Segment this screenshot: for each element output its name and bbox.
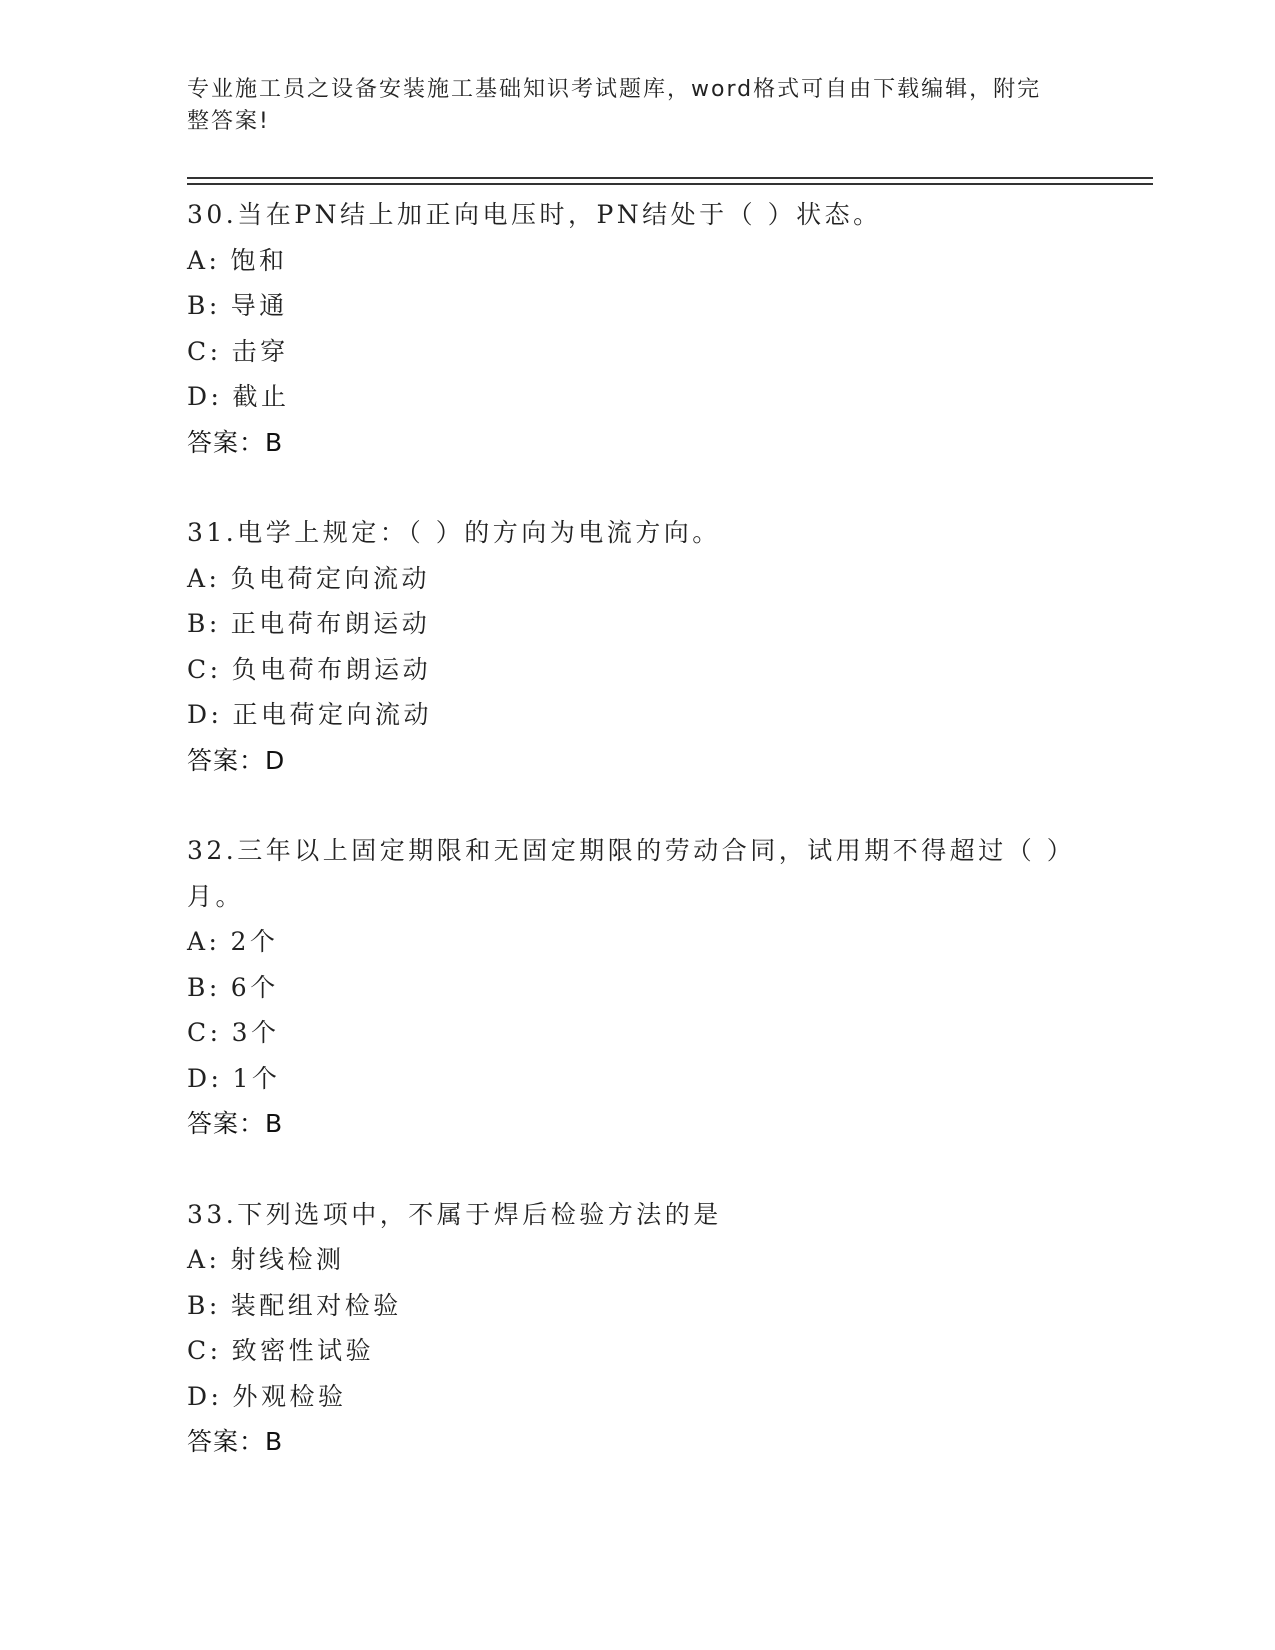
option-letter: A:	[187, 245, 221, 275]
question-stem: 33.下列选项中，不属于焊后检验方法的是	[187, 1199, 722, 1229]
answer-line: 答案：D	[187, 745, 286, 775]
option-c	[187, 647, 1087, 693]
option-letter: D:	[187, 382, 223, 411]
question-stem: 32.三年以上固定期限和无固定期限的劳动合同，试用期不得超过（ ）月。	[187, 836, 1076, 911]
option-letter: D:	[187, 700, 223, 729]
answer-line: 答案：B	[187, 1427, 284, 1456]
option-text: 2个	[230, 927, 279, 956]
option-text: 致密性试验	[231, 1336, 375, 1365]
question-33	[187, 1192, 1087, 1465]
option-text: 射线检测	[230, 1245, 345, 1274]
option-text: 截止	[232, 382, 290, 411]
option-letter: B:	[187, 291, 221, 320]
option-text: 饱和	[230, 245, 288, 275]
option-text: 正电荷布朗运动	[230, 609, 431, 638]
option-text: 击穿	[231, 336, 289, 366]
option-text: 6个	[230, 972, 279, 1002]
option-text: 外观检验	[232, 1381, 347, 1411]
option-c	[187, 329, 1087, 375]
document-header	[187, 74, 1067, 138]
option-b	[187, 965, 1087, 1011]
question-stem: 31.电学上规定：（ ）的方向为电流方向。	[187, 518, 721, 547]
option-text: 1个	[232, 1063, 281, 1093]
option-d	[187, 692, 1087, 738]
option-a	[187, 238, 1087, 284]
option-letter: C:	[187, 336, 222, 366]
option-letter: A:	[187, 1245, 221, 1274]
question-stem: 30.当在PN结上加正向电压时，PN结处于（ ）状态。	[187, 200, 882, 229]
question-30	[187, 192, 1087, 465]
header-divider-bottom	[187, 183, 1153, 185]
option-text: 装配组对检验	[230, 1290, 402, 1320]
option-letter: C:	[187, 1336, 222, 1365]
option-a	[187, 1237, 1087, 1283]
header-line-1: 专业施工员之设备安装施工基础知识考试题库，word格式可自由下载编辑，附完	[187, 77, 1042, 102]
option-a	[187, 919, 1087, 965]
option-text: 3个	[231, 1018, 280, 1047]
header-divider-top	[187, 177, 1153, 179]
option-letter: A:	[187, 927, 221, 956]
option-b	[187, 283, 1087, 329]
option-text: 负电荷布朗运动	[231, 654, 432, 684]
option-b	[187, 1283, 1087, 1329]
option-c	[187, 1328, 1087, 1374]
option-letter: C:	[187, 1018, 222, 1047]
option-letter: D:	[187, 1063, 223, 1093]
option-letter: B:	[187, 972, 221, 1002]
option-d	[187, 1056, 1087, 1102]
option-a	[187, 556, 1087, 602]
question-31	[187, 510, 1087, 783]
option-letter: B:	[187, 609, 221, 638]
option-d	[187, 374, 1087, 420]
option-text: 导通	[230, 291, 288, 320]
option-c	[187, 1010, 1087, 1056]
option-b	[187, 601, 1087, 647]
option-letter: B:	[187, 1290, 221, 1320]
question-32	[187, 828, 1087, 1147]
option-text: 正电荷定向流动	[232, 700, 432, 729]
answer-line: 答案：B	[187, 427, 284, 457]
header-line-2: 整答案!	[187, 109, 270, 134]
question-list	[187, 192, 1087, 1465]
option-letter: C:	[187, 654, 222, 684]
answer-line: 答案：B	[187, 1109, 284, 1138]
option-text: 负电荷定向流动	[230, 563, 430, 593]
option-letter: A:	[187, 563, 221, 593]
option-letter: D:	[187, 1381, 223, 1411]
option-d	[187, 1374, 1087, 1420]
